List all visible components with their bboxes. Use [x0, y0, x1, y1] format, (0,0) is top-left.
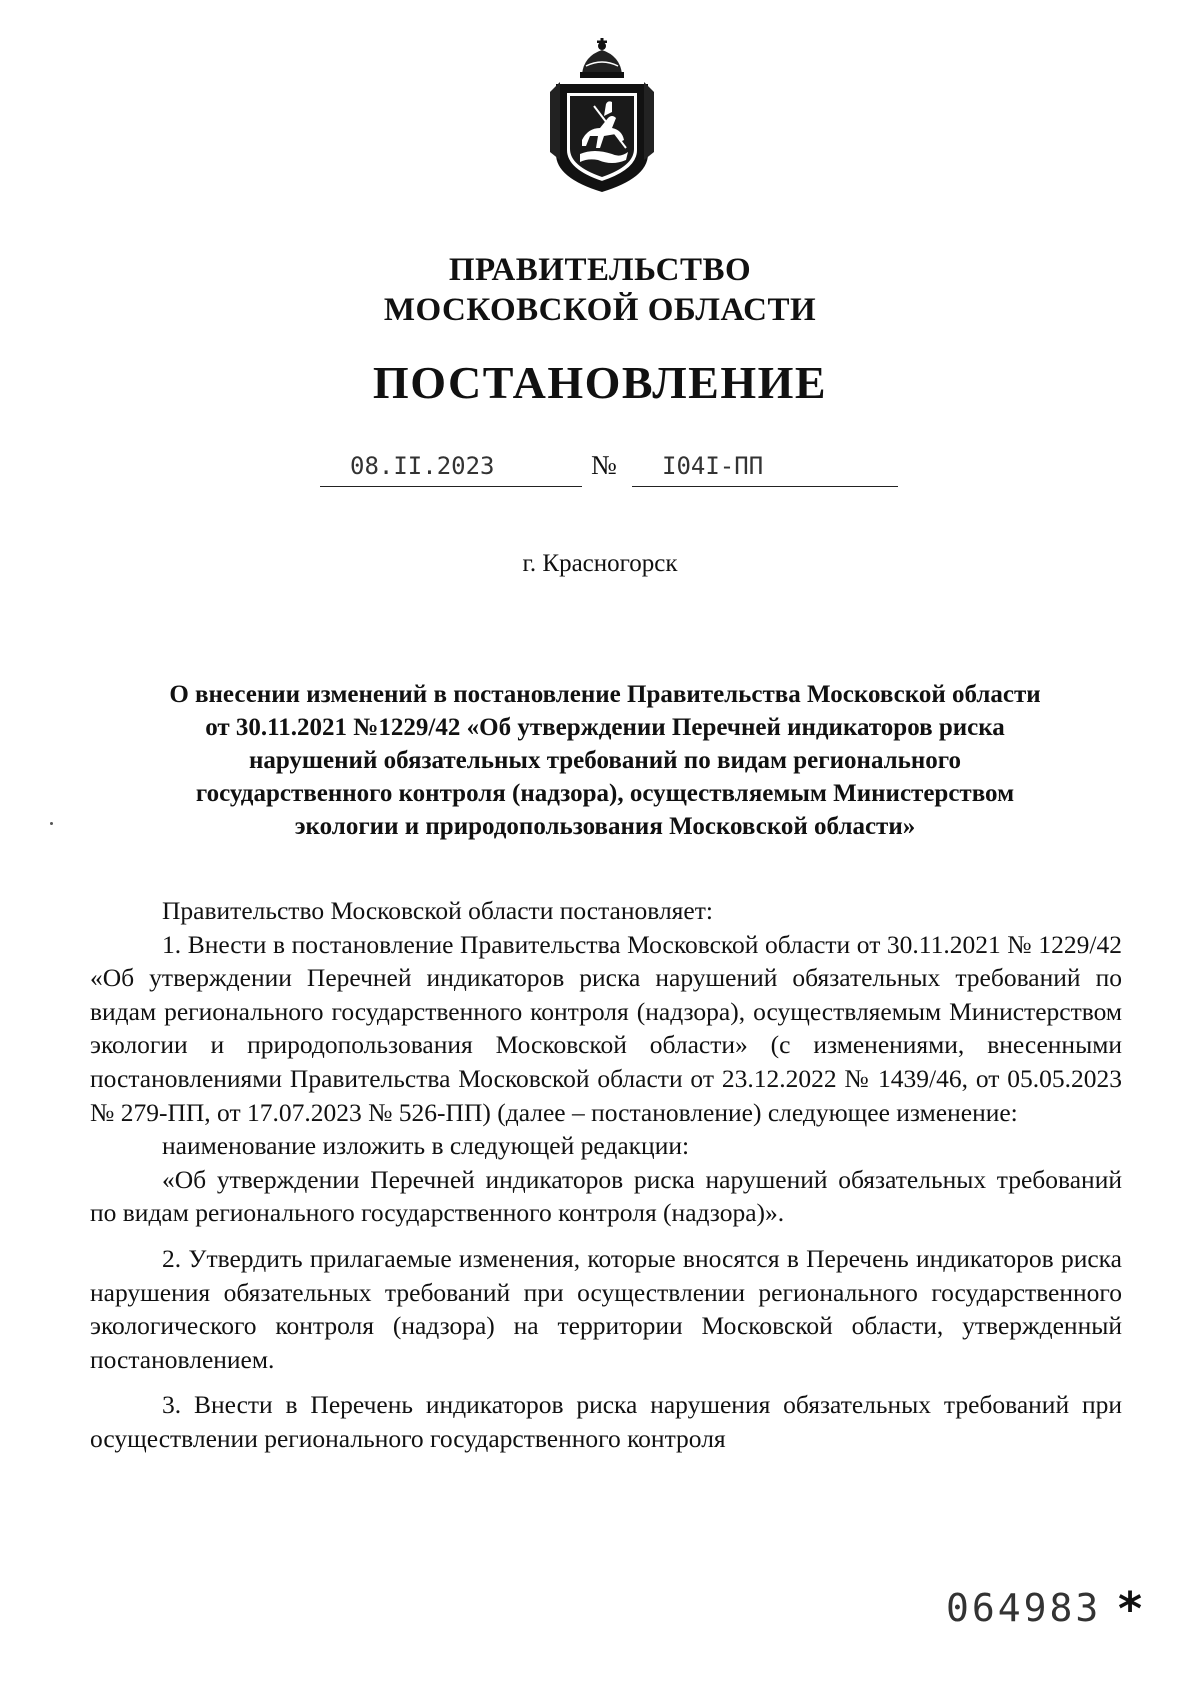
- body-paragraph: 2. Утвердить прилагаемые изменения, которые вносятся в Перечень индикаторов риска нарушения обязательных требований при осуществлении регионального государственного экологического контроля (надзора) на территории Московской области, утвержденный постановлением.: [90, 1243, 1122, 1374]
- document-body: [90, 894, 1122, 1456]
- title-line: от 30.11.2021 №1229/42 «Об утверждении Перечней индикаторов риска: [205, 714, 1005, 741]
- document-number: I04I-ПП: [662, 452, 764, 480]
- authority-name-line2: МОСКОВСКОЙ ОБЛАСТИ: [383, 292, 817, 328]
- body-paragraph: 1. Внести в постановление Правительства Московской области от 30.11.2021 № 1229/42 «Об утверждении Перечней индикаторов риска нарушений обязательных требований по видам регионального государственного контроля (надзора), осуществляемым Министерством экологии и природопользования Московской области» (с изменениями, внесенными постановлениями Правительства Московской области от 23.12.2022 № 1439/46, от 05.05.2023 № 279-ПП, от 17.07.2023 № 526-ПП) (далее – постановление) следующее изменение:: [90, 929, 1122, 1127]
- body-paragraph: наименование изложить в следующей редакции:: [162, 1131, 690, 1161]
- title-line: экологии и природопользования Московской области»: [294, 813, 916, 840]
- number-field: [632, 446, 898, 487]
- body-paragraph: Правительство Московской области постановляет:: [162, 896, 713, 925]
- scan-speck: [50, 822, 53, 825]
- document-date: 08.II.2023: [350, 452, 495, 480]
- title-line: государственного контроля (надзора), осуществляемым Министерством: [195, 780, 1015, 807]
- serial-number: 064983: [946, 1586, 1102, 1630]
- title-line: нарушений обязательных требований по видам регионального: [248, 747, 962, 774]
- document-subject-title: [90, 678, 1120, 843]
- city-name: г. Красногорск: [522, 550, 678, 577]
- authority-name-line1: ПРАВИТЕЛЬСТВО: [448, 252, 752, 288]
- coat-of-arms-emblem: [542, 36, 662, 196]
- body-paragraph: «Об утверждении Перечней индикаторов риска нарушений обязательных требований по видам регионального государственного контроля (надзора)».: [90, 1164, 1122, 1228]
- document-type-title: ПОСТАНОВЛЕНИЕ: [372, 357, 828, 408]
- body-paragraph: 3. Внести в Перечень индикаторов риска нарушения обязательных требований при осуществлении регионального государственного контроля: [90, 1390, 1122, 1453]
- title-line: О внесении изменений в постановление Правительства Московской области: [169, 681, 1041, 708]
- asterisk-mark: *: [1118, 1582, 1143, 1636]
- number-sign: №: [591, 450, 617, 480]
- date-field: [320, 446, 582, 487]
